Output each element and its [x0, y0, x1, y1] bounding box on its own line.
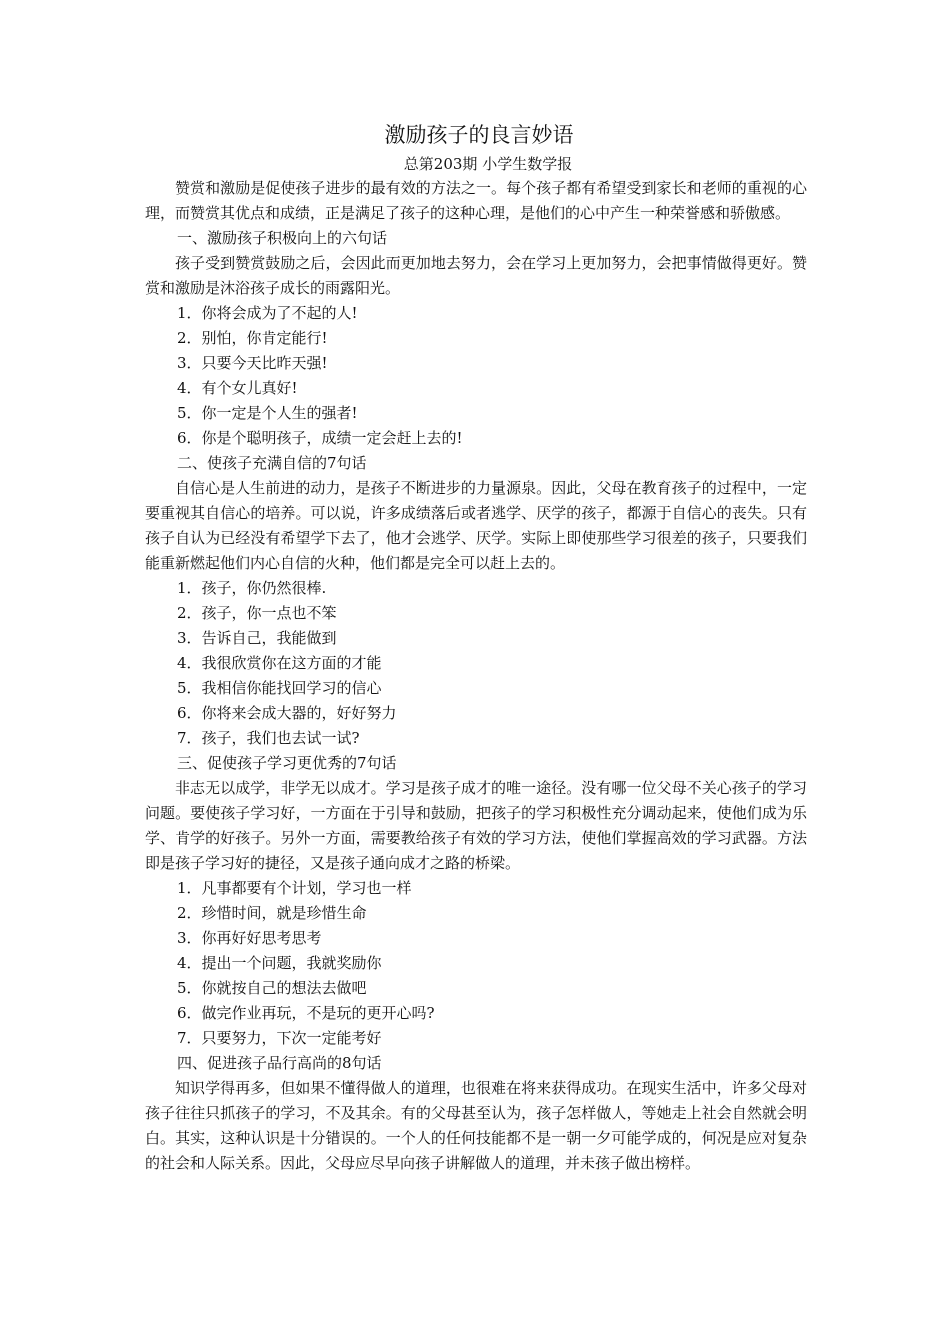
section-heading-1: 一、激励孩子积极向上的六句话 [177, 229, 388, 247]
section-body-4: 知识学得再多，但如果不懂得做人的道理，也很难在将来获得成功。在现实生活中，许多父母对孩子往往只抓孩子的学习，不及其余。有的父母甚至认为，孩子怎样做人，等她走上社会自然就会明白。其实，这种认识是十分错误的。一个人的任何技能都不是一朝一夕可能学成的，何况是应对复杂的社会和人际关系。因此，父母应尽早向孩子讲解做人的道理，并未孩子做出榜样。 [145, 1079, 807, 1172]
list-item: 4．我很欣赏你在这方面的才能 [177, 654, 382, 672]
list-item: 6．你是个聪明孩子，成绩一定会赶上去的! [177, 429, 463, 447]
list-item: 2．珍惜时间，就是珍惜生命 [177, 904, 367, 922]
intro-paragraph: 赞赏和激励是促使孩子进步的最有效的方法之一。每个孩子都有希望受到家长和老师的重视的心理，而赞赏其优点和成绩，正是满足了孩子的这种心理，是他们的心中产生一种荣誉感和骄傲感。 [145, 179, 807, 222]
section-heading-4: 四、促进孩子品行高尚的8句话 [177, 1054, 382, 1072]
list-item: 1．你将会成为了不起的人! [177, 304, 358, 322]
section-body-1: 孩子受到赞赏鼓励之后，会因此而更加地去努力，会在学习上更加努力，会把事情做得更好。赞赏和激励是沐浴孩子成长的雨露阳光。 [145, 254, 807, 297]
page-subtitle: 总第203期 小学生数学报 [403, 155, 573, 173]
list-item: 7．只要努力，下次一定能考好 [177, 1029, 382, 1047]
list-item: 1．凡事都要有个计划，学习也一样 [177, 879, 412, 897]
list-item: 5．我相信你能找回学习的信心 [177, 679, 382, 697]
list-item: 3．只要今天比昨天强! [177, 354, 328, 372]
page-title: 激励孩子的良言妙语 [384, 123, 574, 147]
section-heading-3: 三、促使孩子学习更优秀的7句话 [177, 754, 397, 772]
section-body-3: 非志无以成学，非学无以成才。学习是孩子成才的唯一途径。没有哪一位父母不关心孩子的学习问题。要使孩子学习好，一方面在于引导和鼓励，把孩子的学习积极性充分调动起来，使他们成为乐学、肯学的好孩子。另外一方面，需要教给孩子有效的学习方法，使他们掌握高效的学习武器。方法即是孩子学习好的捷径，又是孩子通向成才之路的桥梁。 [145, 779, 807, 872]
list-item: 2．别怕，你肯定能行! [177, 329, 328, 347]
list-item: 6．做完作业再玩，不是玩的更开心吗? [177, 1004, 435, 1022]
list-item: 7．孩子，我们也去试一试? [177, 729, 360, 747]
list-item: 4．有个女儿真好! [177, 379, 298, 397]
list-item: 1．孩子，你仍然很棒. [177, 579, 327, 597]
list-item: 3．告诉自己，我能做到 [177, 629, 337, 647]
section-heading-2: 二、使孩子充满自信的7句话 [177, 454, 367, 472]
list-item: 4．提出一个问题，我就奖励你 [177, 954, 382, 972]
list-item: 3．你再好好思考思考 [177, 929, 322, 947]
section-body-2: 自信心是人生前进的动力，是孩子不断进步的力量源泉。因此，父母在教育孩子的过程中，一定要重视其自信心的培养。可以说，许多成绩落后或者逃学、厌学的孩子，都源于自信心的丧失。只有孩子自认为已经没有希望学下去了，他才会逃学、厌学。实际上即使那些学习很差的孩子，只要我们能重新燃起他们内心自信的火种，他们都是完全可以赶上去的。 [145, 479, 807, 572]
list-item: 2．孩子，你一点也不笨 [177, 604, 337, 622]
list-item: 5．你一定是个人生的强者! [177, 404, 358, 422]
list-item: 5．你就按自己的想法去做吧 [177, 979, 367, 997]
list-item: 6．你将来会成大器的，好好努力 [177, 704, 397, 722]
